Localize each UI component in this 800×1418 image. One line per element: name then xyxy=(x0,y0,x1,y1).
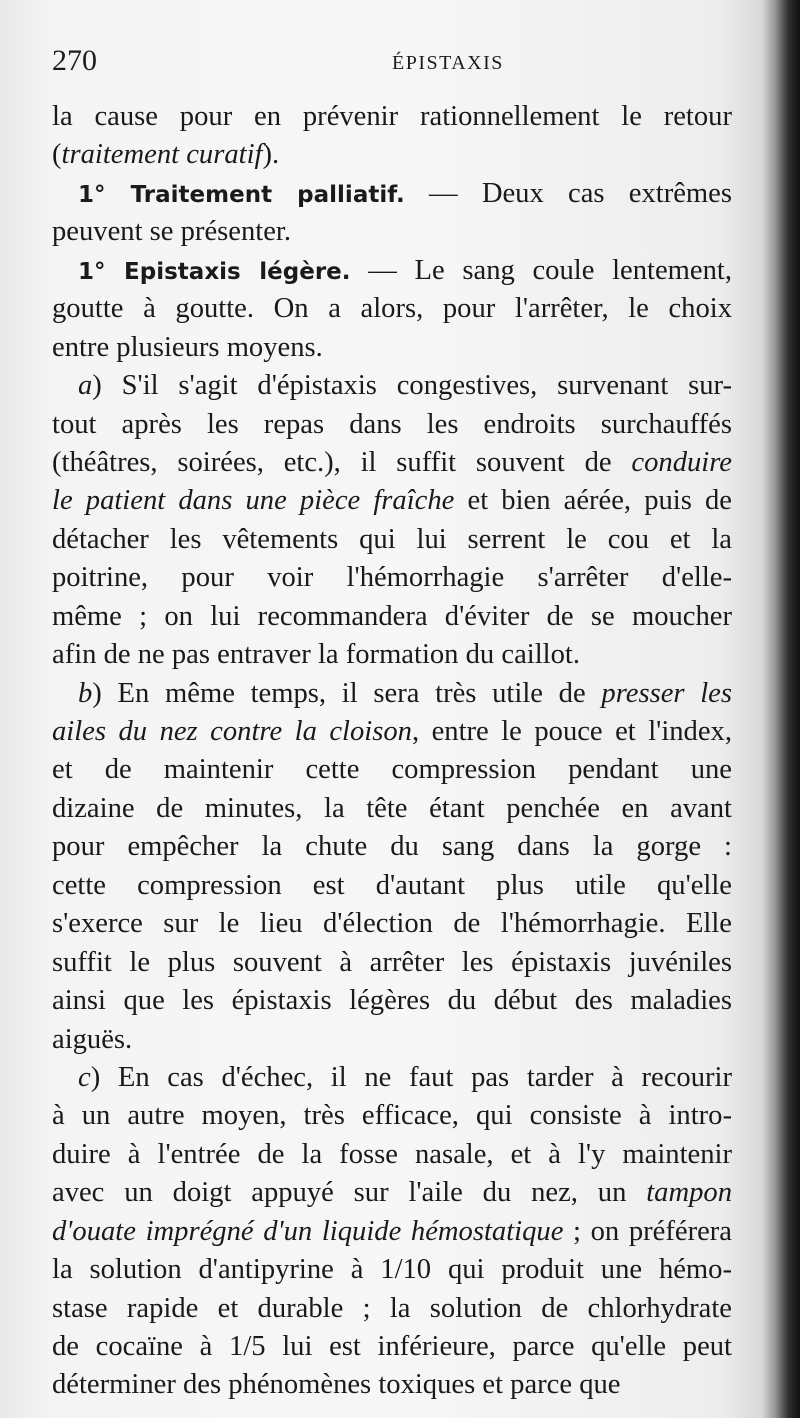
text-line xyxy=(52,713,732,751)
text-segment: à un autre moyen, très efficace, qui consiste à intro- xyxy=(52,1100,732,1132)
text-line xyxy=(52,1059,732,1097)
text-segment: — Deux cas extrêmes xyxy=(404,177,732,209)
text-segment: (théâtres, soirées, etc.), il suffit souvent de xyxy=(52,446,632,478)
text-line xyxy=(52,828,732,866)
text-segment: ( xyxy=(52,139,62,171)
text-segment: pour empêcher la chute du sang dans la gorge : xyxy=(52,831,732,863)
text-line xyxy=(52,751,732,789)
text-line xyxy=(52,1174,732,1212)
text-line xyxy=(52,1290,732,1328)
text-line xyxy=(52,982,732,1020)
text-line xyxy=(52,1097,732,1135)
text-segment: s'exerce sur le lieu d'élection de l'hémorrhagie. Elle xyxy=(52,908,732,940)
text-line xyxy=(52,175,732,213)
text-line xyxy=(52,1136,732,1174)
italic-text: le patient dans une pièce fraîche xyxy=(52,485,455,517)
text-segment: ). xyxy=(262,139,280,171)
italic-text: a xyxy=(78,370,93,402)
text-segment: stase rapide et durable ; la solution de chlorhydrate xyxy=(52,1292,732,1324)
text-segment: et de maintenir cette compression pendant une xyxy=(52,754,732,786)
text-segment: , entre le pouce et l'index, xyxy=(411,716,732,747)
page-header xyxy=(52,42,742,82)
text-segment: duire à l'entrée de la fosse nasale, et à l'y maintenir xyxy=(52,1138,732,1170)
text-line xyxy=(52,136,732,174)
text-line xyxy=(52,444,732,482)
text-line xyxy=(52,905,732,943)
text-segment: dizaine de minutes, la tête étant penchée en avant xyxy=(52,792,732,824)
text-segment: ; on préférera xyxy=(563,1215,732,1247)
text-line xyxy=(52,636,732,674)
text-segment: peuvent se présenter. xyxy=(52,216,291,248)
text-line xyxy=(52,598,732,636)
text-line xyxy=(52,1251,732,1289)
text-segment: avec un doigt appuyé sur l'aile du nez, un xyxy=(52,1177,647,1209)
text-segment: afin de ne pas entraver la formation du caillot. xyxy=(52,639,580,671)
text-line xyxy=(52,98,732,136)
text-line xyxy=(52,1021,732,1059)
text-segment: — Le sang coule lentement, xyxy=(350,254,733,286)
text-line xyxy=(52,790,732,828)
text-segment: la solution d'antipyrine à 1/10 qui produit une hémo- xyxy=(52,1254,732,1286)
italic-text: c xyxy=(78,1061,91,1093)
text-segment: déterminer des phénomènes toxiques et parce que xyxy=(52,1369,621,1401)
text-line xyxy=(52,1366,732,1404)
page-spine-shadow xyxy=(762,0,800,1418)
italic-text: ailes du nez contre la cloison xyxy=(52,716,412,747)
italic-text: d'ouate imprégné d'un liquide hémostatique xyxy=(52,1215,564,1247)
text-segment: détacher les vêtements qui lui serrent le cou et la xyxy=(52,523,732,555)
section-heading: 1° Epistaxis légère. xyxy=(78,258,351,285)
text-line xyxy=(52,290,732,328)
text-line xyxy=(52,944,732,982)
text-segment: de cocaïne à 1/5 lui est inférieure, parce qu'elle peut xyxy=(52,1331,732,1362)
text-segment: poitrine, pour voir l'hémorrhagie s'arrêter d'elle- xyxy=(52,562,732,594)
text-line xyxy=(52,521,732,559)
text-segment: ) En cas d'échec, il ne faut pas tarder à recourir xyxy=(90,1061,732,1093)
italic-text: b xyxy=(78,677,93,709)
text-line xyxy=(52,213,732,251)
text-segment: ainsi que les épistaxis légères du début des maladies xyxy=(52,985,732,1017)
text-segment: ) S'il s'agit d'épistaxis congestives, survenant sur- xyxy=(92,370,732,402)
text-segment: suffit le plus souvent à arrêter les épistaxis juvéniles xyxy=(52,946,732,978)
text-segment: tout après les repas dans les endroits surchauffés xyxy=(52,408,732,440)
italic-text: conduire xyxy=(631,446,732,478)
text-line xyxy=(52,1328,732,1366)
italic-text: presser les xyxy=(601,677,733,709)
text-line xyxy=(52,367,732,405)
text-segment: et bien aérée, puis de xyxy=(454,485,733,517)
text-segment: cette compression est d'autant plus utile qu'elle xyxy=(52,869,732,901)
text-line xyxy=(52,482,732,520)
italic-text: traitement curatif xyxy=(61,139,263,171)
text-line xyxy=(52,406,732,444)
text-line xyxy=(52,329,732,367)
section-heading: 1° Traitement palliatif. xyxy=(78,181,405,208)
text-segment: même ; on lui recommandera d'éviter de se moucher xyxy=(52,600,732,632)
text-segment: aiguës. xyxy=(52,1023,133,1055)
text-line xyxy=(52,559,732,597)
text-line xyxy=(52,1213,732,1251)
text-line xyxy=(52,867,732,905)
text-line xyxy=(52,252,732,290)
text-segment: goutte à goutte. On a alors, pour l'arrêter, le choix xyxy=(52,293,732,325)
text-segment: la cause pour en prévenir rationnellement le retour xyxy=(52,101,732,132)
running-head: ÉPISTAXIS xyxy=(392,52,504,74)
italic-text: tampon xyxy=(646,1177,732,1209)
text-segment: ) En même temps, il sera très utile de xyxy=(92,677,602,709)
body-text xyxy=(52,98,732,1405)
text-segment: entre plusieurs moyens. xyxy=(52,331,323,363)
text-line xyxy=(52,675,732,713)
page-number: 270 xyxy=(52,44,97,77)
